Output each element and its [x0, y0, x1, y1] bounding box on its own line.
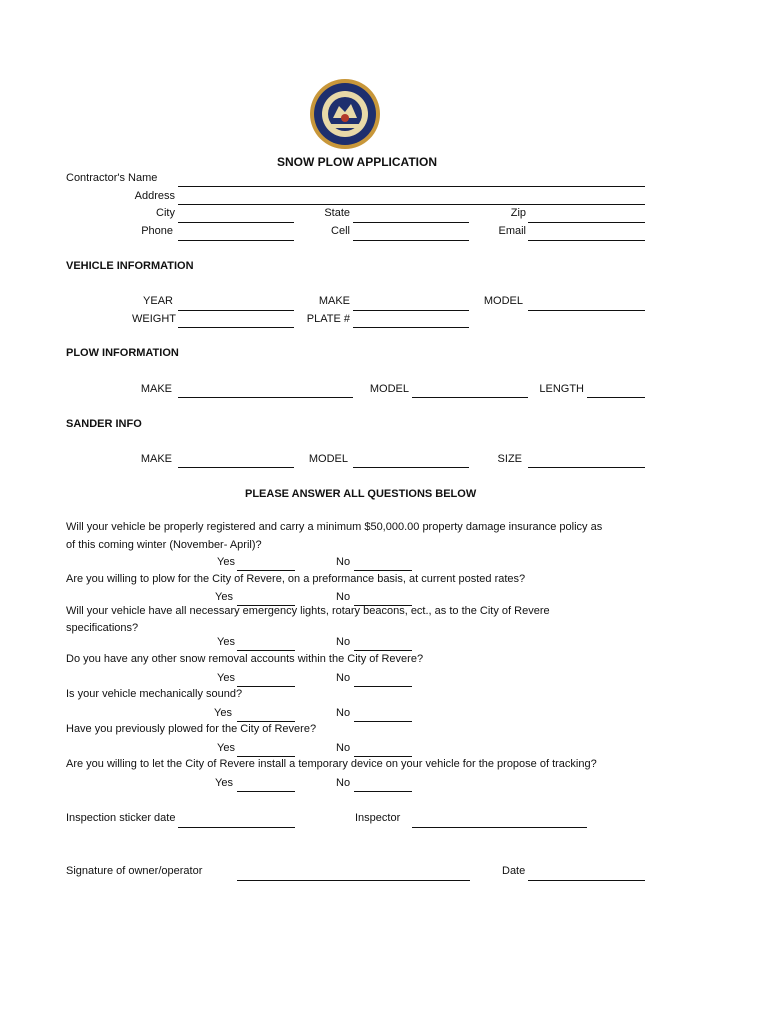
date-field[interactable] — [528, 880, 645, 881]
q1-yes-field[interactable] — [237, 570, 295, 571]
sander-model-label: MODEL — [308, 453, 348, 465]
plow-length-field[interactable] — [587, 397, 645, 398]
q3-yes-label: Yes — [217, 636, 235, 648]
zip-label: Zip — [510, 207, 526, 219]
signature-label: Signature of owner/operator — [66, 865, 203, 877]
q5-yes-field[interactable] — [237, 721, 295, 722]
inspector-label: Inspector — [355, 812, 401, 824]
weight-field[interactable] — [178, 327, 294, 328]
q1-no-field[interactable] — [354, 570, 412, 571]
inspection-date-field[interactable] — [178, 827, 295, 828]
question-4: Do you have any other snow removal accounts within the City of Revere? — [66, 653, 424, 665]
question-1-line-2: of this coming winter (November- April)? — [66, 539, 262, 551]
plow-model-field[interactable] — [412, 397, 528, 398]
address-field[interactable] — [178, 204, 645, 205]
q7-no-label: No — [336, 777, 351, 789]
sander-model-field[interactable] — [353, 467, 469, 468]
q6-no-field[interactable] — [354, 756, 412, 757]
plow-heading: PLOW INFORMATION — [66, 347, 179, 359]
email-label: Email — [498, 225, 526, 237]
q6-no-label: No — [336, 742, 351, 754]
q3-no-label: No — [336, 636, 351, 648]
q2-no-label: No — [336, 591, 351, 603]
question-3-line-1: Will your vehicle have all necessary emergency lights, rotary beacons, ect., as to the City of Revere — [66, 605, 550, 617]
state-field[interactable] — [353, 222, 469, 223]
city-seal — [309, 78, 381, 150]
q4-yes-label: Yes — [217, 672, 235, 684]
vehicle-make-field[interactable] — [353, 310, 469, 311]
q4-no-field[interactable] — [354, 686, 412, 687]
vehicle-heading: VEHICLE INFORMATION — [66, 260, 194, 272]
sander-make-label: MAKE — [140, 453, 172, 465]
contractor-name-field[interactable] — [178, 186, 645, 187]
plow-length-label: LENGTH — [539, 383, 584, 395]
zip-field[interactable] — [528, 222, 645, 223]
weight-label: WEIGHT — [132, 313, 176, 325]
contractor-name-label: Contractor's Name — [66, 172, 158, 184]
sander-heading: SANDER INFO — [66, 418, 142, 430]
question-3-line-2: specifications? — [66, 622, 139, 634]
year-field[interactable] — [178, 310, 294, 311]
sander-size-label: SIZE — [497, 453, 522, 465]
vehicle-make-label: MAKE — [318, 295, 350, 307]
city-field[interactable] — [178, 222, 294, 223]
q3-yes-field[interactable] — [237, 650, 295, 651]
q7-yes-label: Yes — [215, 777, 233, 789]
year-label: YEAR — [143, 295, 173, 307]
vehicle-model-label: MODEL — [483, 295, 523, 307]
q4-yes-field[interactable] — [237, 686, 295, 687]
phone-field[interactable] — [178, 240, 294, 241]
q1-no-label: No — [336, 556, 351, 568]
plow-make-field[interactable] — [178, 397, 353, 398]
vehicle-model-field[interactable] — [528, 310, 645, 311]
question-1-line-1: Will your vehicle be properly registered and carry a minimum $50,000.00 property damage insurance policy as — [66, 521, 603, 533]
phone-label: Phone — [141, 225, 173, 237]
questions-heading: PLEASE ANSWER ALL QUESTIONS BELOW — [245, 488, 477, 500]
q5-no-field[interactable] — [354, 721, 412, 722]
cell-field[interactable] — [353, 240, 469, 241]
plow-model-label: MODEL — [369, 383, 409, 395]
signature-field[interactable] — [237, 880, 470, 881]
q4-no-label: No — [336, 672, 351, 684]
form-title: SNOW PLOW APPLICATION — [277, 155, 437, 169]
date-label: Date — [502, 865, 526, 877]
q3-no-field[interactable] — [354, 650, 412, 651]
question-5: Is your vehicle mechanically sound? — [66, 688, 243, 700]
q7-yes-field[interactable] — [237, 791, 295, 792]
plow-make-label: MAKE — [140, 383, 172, 395]
q7-no-field[interactable] — [354, 791, 412, 792]
q6-yes-label: Yes — [217, 742, 235, 754]
q1-yes-label: Yes — [217, 556, 235, 568]
question-7: Are you willing to let the City of Revere install a temporary device on your vehicle for the propose of tracking? — [66, 758, 597, 770]
cell-label: Cell — [331, 225, 350, 237]
city-label: City — [156, 207, 175, 219]
sander-make-field[interactable] — [178, 467, 294, 468]
q2-yes-label: Yes — [215, 591, 233, 603]
q6-yes-field[interactable] — [237, 756, 295, 757]
plate-field[interactable] — [353, 327, 469, 328]
state-label: State — [324, 207, 350, 219]
question-2: Are you willing to plow for the City of Revere, on a preformance basis, at current posted rates? — [66, 573, 526, 585]
plate-label: PLATE # — [306, 313, 350, 325]
address-label: Address — [134, 190, 175, 202]
sander-size-field[interactable] — [528, 467, 645, 468]
q5-yes-label: Yes — [214, 707, 232, 719]
inspection-date-label: Inspection sticker date — [66, 812, 176, 824]
question-6: Have you previously plowed for the City of Revere? — [66, 723, 317, 735]
email-field[interactable] — [528, 240, 645, 241]
q5-no-label: No — [336, 707, 351, 719]
inspector-field[interactable] — [412, 827, 587, 828]
